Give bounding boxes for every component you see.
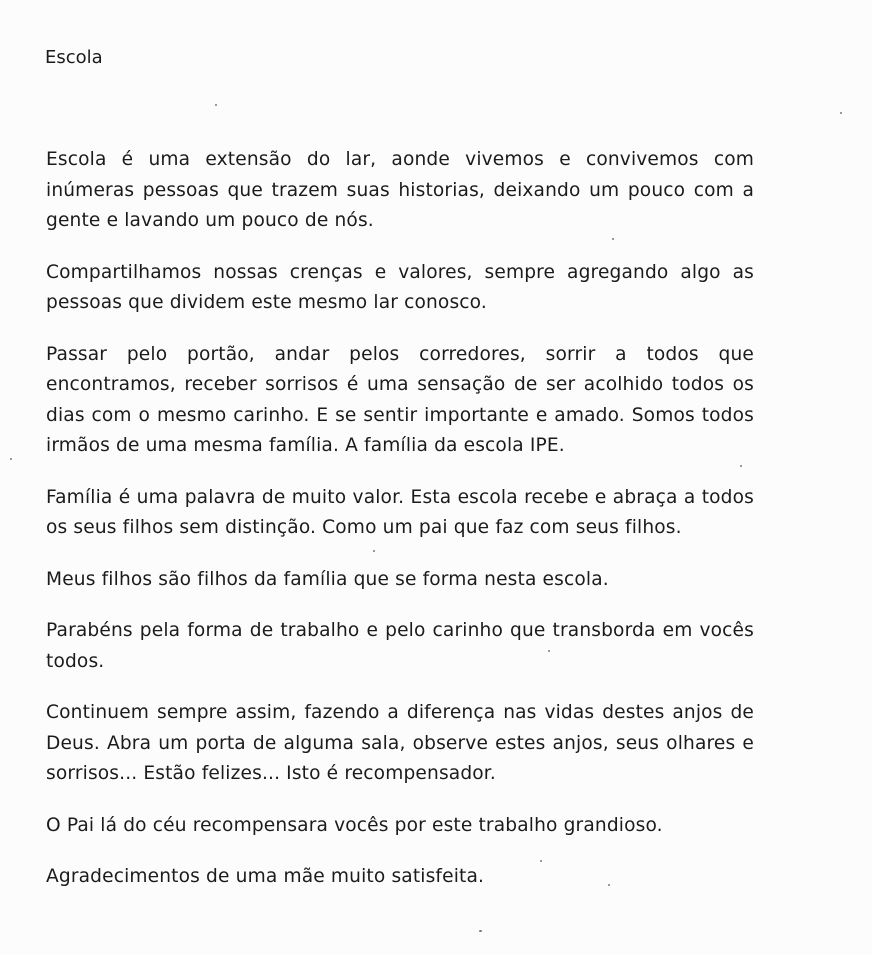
scan-speck — [479, 930, 482, 932]
paragraph-7: Continuem sempre assim, fazendo a diferença nas vidas destes anjos de Deus. Abra um porta de alguma sala, observe estes anjos, seus olhares e sorrisos... Estão felizes... Isto é recompensador. — [46, 702, 754, 784]
scan-speck — [548, 650, 550, 652]
document-body — [46, 145, 754, 893]
paragraph-6: Parabéns pela forma de trabalho e pelo carinho que transborda em vocês todos. — [46, 620, 754, 672]
paragraph-5: Meus filhos são filhos da família que se forma nesta escola. — [46, 568, 609, 590]
paragraph-1: Escola é uma extensão do lar, aonde vivemos e convivemos com inúmeras pessoas que trazem suas historias, deixando um pouco com a gente e lavando um pouco de nós. — [46, 149, 754, 231]
paragraph-9: Agradecimentos de uma mãe muito satisfeita. — [46, 866, 485, 887]
scan-speck — [215, 104, 217, 106]
paragraph-4: Família é uma palavra de muito valor. Esta escola recebe e abraça a todos os seus filhos sem distinção. Como um pai que faz com seus filhos. — [46, 486, 754, 538]
scan-speck — [540, 860, 542, 862]
document-title: Escola — [45, 47, 103, 68]
scan-speck — [612, 238, 614, 240]
scan-speck — [740, 465, 742, 467]
paragraph-3: Passar pelo portão, andar pelos corredores, sorrir a todos que encontramos, receber sorrisos é uma sensação de ser acolhido todos os dias com o mesmo carinho. E se sentir importante e amado. Somos todos irmãos de uma mesma família. A família da escola IPE. — [46, 343, 754, 456]
paragraph-2: Compartilhamos nossas crenças e valores, sempre agregando algo as pessoas que dividem este mesmo lar conosco. — [46, 261, 754, 313]
scan-speck — [608, 884, 610, 886]
paragraph-8: O Pai lá do céu recompensara vocês por este trabalho grandioso. — [46, 814, 663, 836]
scan-speck — [840, 112, 842, 114]
scan-speck — [10, 458, 12, 460]
scan-speck — [373, 550, 375, 552]
